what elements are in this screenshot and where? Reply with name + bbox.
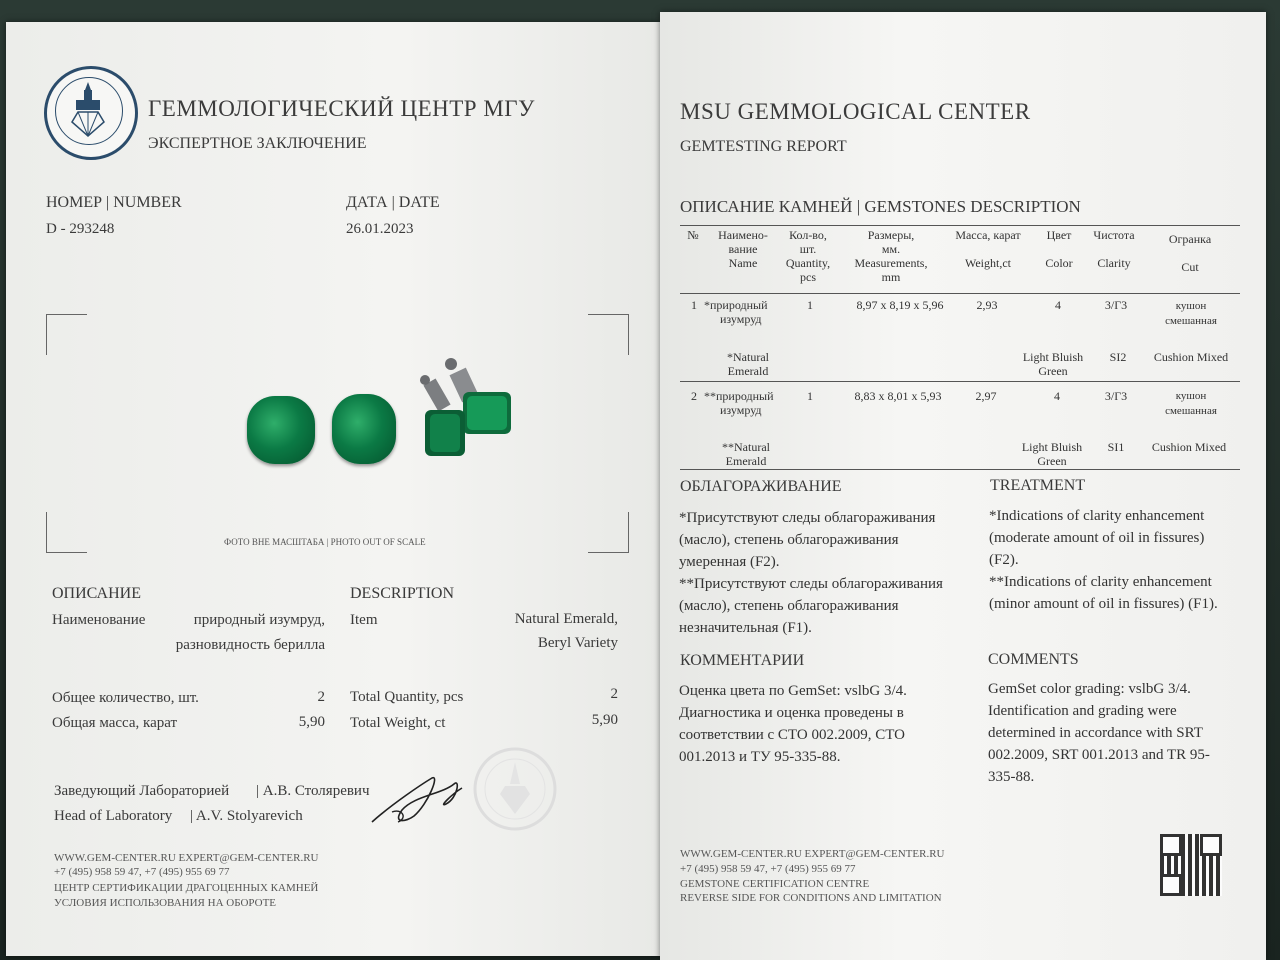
row-name-ru: *природный изумруд	[704, 298, 768, 326]
row-no: 2	[691, 389, 697, 403]
col-size-header-ru: мм.	[881, 242, 901, 256]
description-ru-heading: ОПИСАНИЕ	[52, 585, 141, 602]
col-mass-header-en: Weight,ct	[964, 256, 1012, 270]
row-name-ru: **природный изумруд	[704, 389, 774, 417]
qr-code-icon	[1160, 834, 1222, 896]
treatment-en-heading: TREATMENT	[990, 477, 1086, 494]
qty-ru-label: Общее количество, шт.	[52, 690, 199, 706]
table-top-rule	[680, 225, 1240, 226]
col-qty-header-ru: Кол-во,	[789, 228, 827, 242]
col-no-header: №	[687, 228, 699, 242]
col-color-header-en: Color	[1045, 256, 1073, 270]
mass-ru-value: 5,90	[298, 714, 325, 730]
row-mass: 2,97	[975, 389, 997, 403]
row-cut-ru: кушон смешанная	[1165, 390, 1217, 417]
row-cut-ru: кушон смешанная	[1165, 300, 1217, 327]
row-divider	[680, 381, 1240, 382]
col-clarity-header-ru: Чистота	[1093, 228, 1135, 242]
photo-caption: ФОТО ВНЕ МАСШТАБА | PHOTO OUT OF SCALE	[224, 537, 426, 547]
qty-en-value: 2	[610, 686, 618, 702]
col-qty-header-en: Quantity,	[785, 256, 831, 270]
col-qty-header-ru: шт.	[799, 242, 817, 256]
right-footer-web: WWW.GEM-CENTER.RU EXPERT@GEM-CENTER.RU	[680, 848, 945, 860]
date-value: 26.01.2023	[346, 221, 414, 237]
name-label: Наименование	[52, 612, 146, 628]
row-mass: 2,93	[976, 298, 998, 312]
weight-en-value: 5,90	[591, 712, 618, 728]
row-size: 8,97 x 8,19 x 5,96	[856, 298, 944, 312]
row-qty: 1	[807, 389, 813, 403]
left-footer-line3: ЦЕНТР СЕРТИФИКАЦИИ ДРАГОЦЕННЫХ КАМНЕЙ	[54, 882, 319, 894]
item-label: Item	[350, 612, 378, 628]
comments-ru-heading: КОММЕНТАРИИ	[680, 652, 805, 669]
table-header-row	[680, 228, 1240, 284]
col-mass-header-ru: Масса, карат	[955, 228, 1021, 242]
name-value-line2: разновидность берилла	[175, 637, 325, 653]
watermark-seal-icon	[470, 744, 560, 834]
photo-frame-corner	[46, 314, 87, 355]
row-cut-en: Cushion Mixed	[1153, 350, 1229, 364]
qty-en-label: Total Quantity, pcs	[350, 689, 464, 705]
name-value-line1: природный изумруд,	[193, 612, 325, 628]
col-qty-header-en: pcs	[800, 270, 816, 284]
comments-ru-text: Оценка цвета по GemSet: vslbG 3/4. Диагностика и оценка проведены в соответствии с СТО 002.2009, СТО 001.2013 и ТУ 95-335-88.	[679, 683, 907, 765]
left-footer-line4: УСЛОВИЯ ИСПОЛЬЗОВАНИЯ НА ОБОРОТЕ	[54, 897, 277, 909]
col-cut-header-en: Cut	[1181, 260, 1199, 274]
row-color-en: Light Bluish Green	[1022, 350, 1084, 378]
col-clarity-header-en: Clarity	[1097, 256, 1131, 270]
left-report-title: ЭКСПЕРТНОЕ ЗАКЛЮЧЕНИЕ	[148, 135, 367, 152]
row-clarity: 3/Г3	[1104, 298, 1128, 312]
row-clarity-en: SI1	[1107, 440, 1125, 454]
mass-ru-label: Общая масса, карат	[52, 715, 178, 731]
head-ru-name: | А.В. Столяревич	[256, 783, 370, 799]
emerald-photo	[247, 396, 315, 464]
photo-frame-corner	[588, 314, 629, 355]
row-color: 4	[1055, 298, 1061, 312]
row-clarity-en: SI2	[1109, 350, 1127, 364]
col-color-header-ru: Цвет	[1046, 228, 1072, 242]
head-ru-label: Заведующий Лабораторией	[54, 783, 230, 799]
col-size-header-ru: Размеры,	[867, 228, 915, 242]
treatment-ru-heading: ОБЛАГОРАЖИВАНИЕ	[680, 478, 842, 495]
gemstones-table	[680, 228, 1240, 284]
weight-en-label: Total Weight, ct	[350, 715, 446, 731]
row-color: 4	[1054, 389, 1060, 403]
date-label: ДАТА | DATE	[346, 194, 440, 211]
right-report-title: GEMTESTING REPORT	[680, 138, 847, 155]
signature-icon	[362, 764, 472, 834]
right-footer-line4: REVERSE SIDE FOR CONDITIONS AND LIMITATION	[680, 892, 942, 904]
head-en-name: | A.V. Stolyarevich	[190, 808, 303, 824]
head-en-label: Head of Laboratory	[54, 808, 173, 824]
col-size-header-en: Measurements,	[854, 256, 928, 270]
right-center-title: MSU GEMMOLOGICAL CENTER	[680, 99, 1031, 124]
treatment-en-text: *Indications of clarity enhancement (moderate amount of oil in fissures) (F2). **Indications of clarity enhancement (minor amount of oil in fissures) (F1).	[989, 508, 1218, 612]
table-header-rule	[680, 293, 1240, 294]
row-name-en: **Natural Emerald	[722, 440, 770, 468]
row-size: 8,83 x 8,01 x 5,93	[854, 389, 942, 403]
row-clarity: 3/Г3	[1104, 389, 1128, 403]
description-en-heading: DESCRIPTION	[350, 585, 455, 602]
photo-frame-corner	[46, 512, 87, 553]
col-cut-header-ru: Огранка	[1168, 232, 1212, 246]
col-size-header-en: mm	[881, 270, 901, 284]
qty-ru-value: 2	[317, 689, 325, 705]
gems-heading: ОПИСАНИЕ КАМНЕЙ | GEMSTONES DESCRIPTION	[680, 197, 1081, 216]
left-footer-phone: +7 (495) 958 59 47, +7 (495) 955 69 77	[54, 866, 230, 878]
row-color-en: Light Bluish Green	[1021, 440, 1083, 468]
item-value-line2: Beryl Variety	[537, 635, 618, 651]
right-footer-phone: +7 (495) 958 59 47, +7 (495) 955 69 77	[680, 863, 856, 875]
col-name-header-en: Name	[728, 256, 758, 270]
photo-frame-corner	[588, 512, 629, 553]
left-center-title: ГЕММОЛОГИЧЕСКИЙ ЦЕНТР МГУ	[148, 96, 535, 121]
item-value-line1: Natural Emerald,	[514, 611, 618, 627]
left-footer-web: WWW.GEM-CENTER.RU EXPERT@GEM-CENTER.RU	[54, 852, 319, 864]
col-name-header-ru: Наимено-	[718, 228, 768, 242]
treatment-ru-text: *Присутствуют следы облагораживания (масло), степень облагораживания умеренная (F2). **Присутствуют следы облагораживания (масло), степень облагораживания незначительная (F1).	[679, 510, 943, 636]
emerald-earrings-photo	[405, 350, 520, 460]
number-value: D - 293248	[46, 221, 115, 237]
comments-en-text: GemSet color grading: vslbG 3/4. Identification and grading were determined in accordance with SRT 002.2009, SRT 001.2013 and TR 95- 335-88.	[988, 681, 1210, 785]
right-footer-line3: GEMSTONE CERTIFICATION CENTRE	[680, 878, 870, 890]
col-name-header-ru: вание	[728, 242, 758, 256]
row-qty: 1	[807, 298, 813, 312]
row-cut-en: Cushion Mixed	[1151, 440, 1227, 454]
msu-gemmological-logo-icon	[44, 66, 138, 160]
number-label: НОМЕР | NUMBER	[46, 194, 182, 211]
row-name-en: *Natural Emerald	[727, 350, 769, 378]
emerald-photo	[332, 394, 396, 464]
comments-en-heading: COMMENTS	[988, 651, 1079, 668]
table-bottom-rule	[680, 469, 1240, 470]
row-no: 1	[691, 298, 697, 312]
